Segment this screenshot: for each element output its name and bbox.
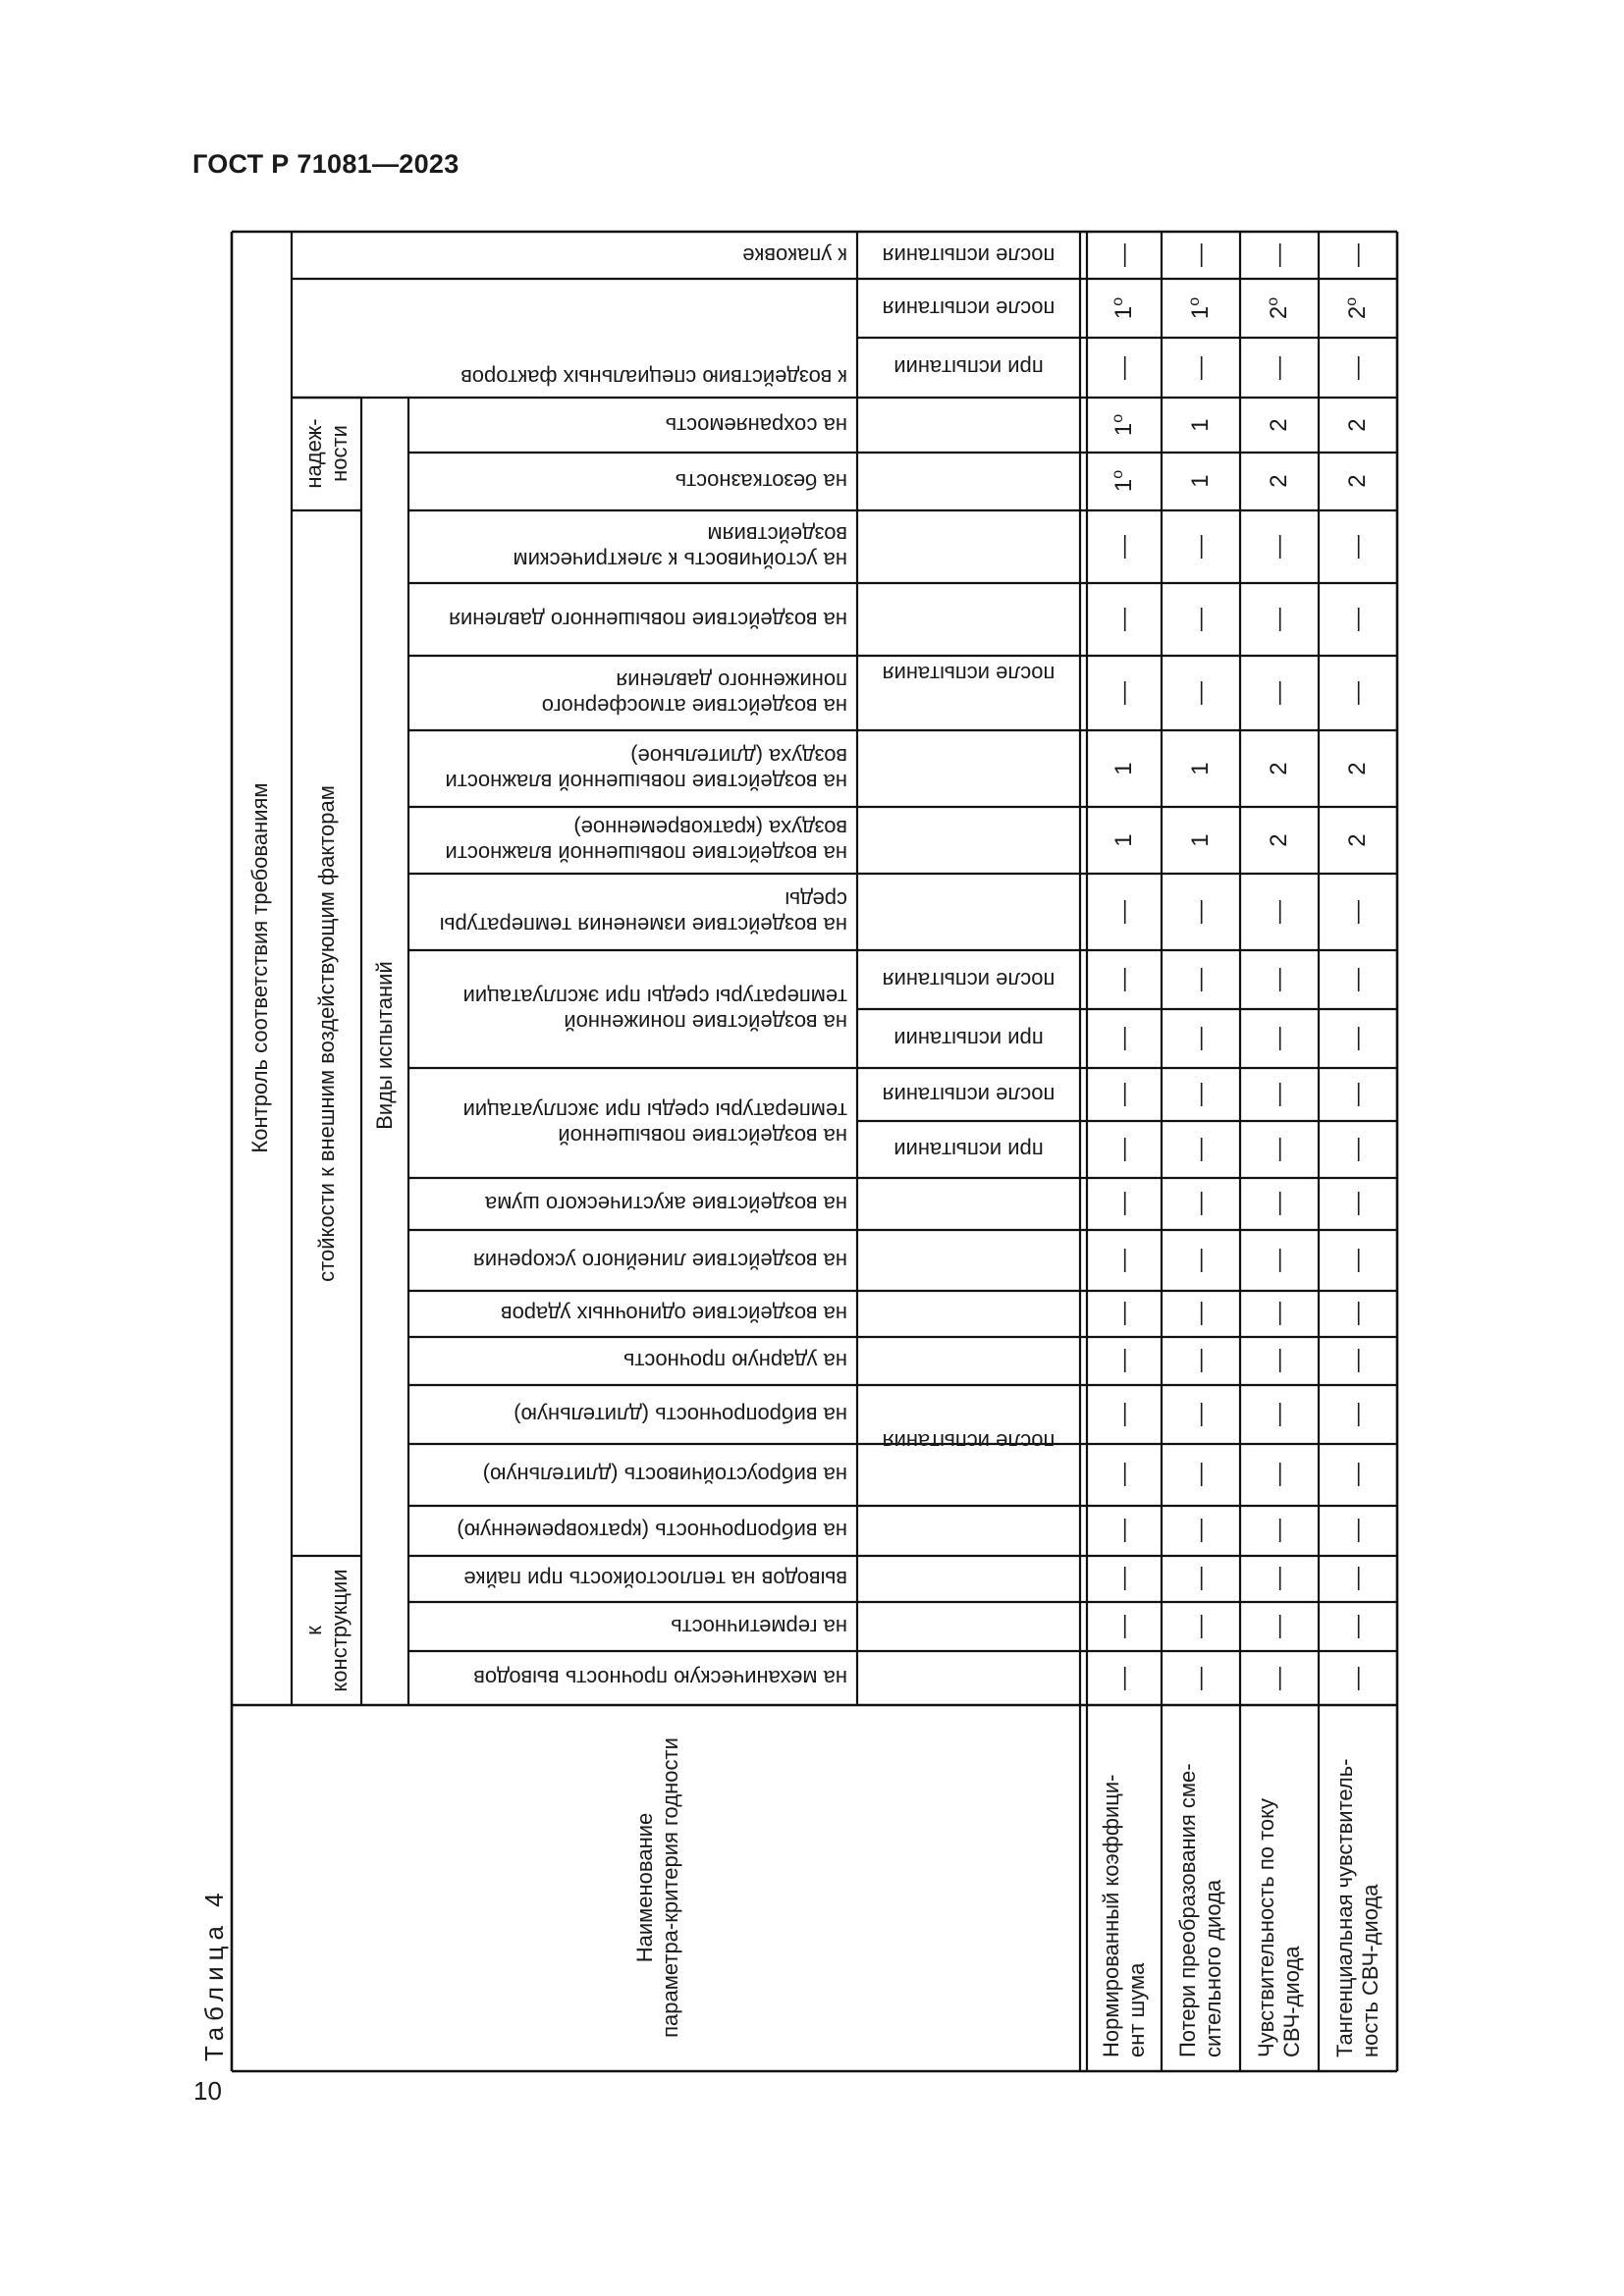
test-name: на механическую прочность выводов bbox=[473, 1666, 847, 1691]
value-cell: — bbox=[1344, 243, 1371, 267]
value-cell: — bbox=[1266, 608, 1292, 631]
value-cell: — bbox=[1344, 356, 1371, 380]
value-cell: — bbox=[1344, 1567, 1371, 1590]
value-cell: — bbox=[1344, 1027, 1371, 1050]
value-cell: — bbox=[1187, 1249, 1214, 1272]
test-name: на герметичность bbox=[671, 1615, 847, 1639]
value-cell: — bbox=[1187, 1083, 1214, 1106]
value-cell: — bbox=[1344, 1083, 1371, 1106]
value-cell: — bbox=[1110, 1083, 1137, 1106]
value-cell: — bbox=[1266, 968, 1292, 991]
value-cell: — bbox=[1266, 681, 1292, 705]
value-cell: — bbox=[1266, 243, 1292, 267]
condition-label: после испытания bbox=[882, 968, 1056, 992]
value-cell: 1 bbox=[1110, 833, 1137, 847]
value-cell: — bbox=[1187, 1403, 1214, 1426]
test-name: на воздействие атмосферного пониженного давления bbox=[541, 668, 847, 719]
value-cell: 1 bbox=[1187, 833, 1214, 847]
value-cell: — bbox=[1344, 968, 1371, 991]
test-name: на безотказность bbox=[675, 469, 847, 495]
value-cell: — bbox=[1266, 356, 1292, 380]
value-cell: — bbox=[1266, 1667, 1292, 1690]
value-cell: — bbox=[1110, 243, 1137, 267]
value-cell: — bbox=[1110, 356, 1137, 380]
value-cell: — bbox=[1187, 1302, 1214, 1325]
value-cell: — bbox=[1187, 243, 1214, 267]
test-name: на воздействие повышенного давления bbox=[449, 608, 847, 632]
value-cell: $1^о$ bbox=[1110, 296, 1137, 320]
value-cell: — bbox=[1266, 1567, 1292, 1590]
value-cell: — bbox=[1187, 681, 1214, 705]
resistance-header: стойкости к внешним воздействующим факторам bbox=[314, 785, 339, 1282]
value-cell: — bbox=[1266, 1349, 1292, 1372]
value-cell: — bbox=[1187, 1463, 1214, 1486]
value-cell: — bbox=[1344, 1615, 1371, 1638]
value-cell: — bbox=[1110, 535, 1137, 559]
value-cell: — bbox=[1110, 1463, 1137, 1486]
condition-label: после испытания bbox=[882, 662, 1056, 687]
value-cell: — bbox=[1110, 1519, 1137, 1542]
test-name: на сохраняемость bbox=[665, 413, 847, 438]
test-name: на ударную прочность bbox=[623, 1349, 847, 1374]
test-name: на устойчивость к электрическим воздействиям bbox=[513, 522, 847, 572]
value-cell: — bbox=[1344, 1519, 1371, 1542]
value-cell: — bbox=[1110, 608, 1137, 631]
packaging-label: к упаковке bbox=[742, 243, 847, 268]
value-cell: $2^о$ bbox=[1265, 296, 1292, 320]
value-cell: — bbox=[1110, 1615, 1137, 1638]
degree-mark: о bbox=[1186, 296, 1203, 306]
page-number: 10 bbox=[193, 2076, 222, 2106]
value-cell: — bbox=[1110, 1249, 1137, 1272]
value-cell: — bbox=[1344, 1403, 1371, 1426]
value-cell: 1 bbox=[1187, 474, 1214, 488]
test-name: на воздействие повышенной температуры среды при эксплуатации bbox=[462, 1098, 847, 1148]
value-cell: — bbox=[1187, 900, 1214, 924]
value-cell: — bbox=[1110, 1403, 1137, 1426]
reliability-header: надеж- ности bbox=[301, 418, 352, 489]
value-cell: — bbox=[1266, 1302, 1292, 1325]
condition-label: при испытании bbox=[893, 355, 1044, 381]
value-cell: — bbox=[1266, 1138, 1292, 1161]
value-cell: — bbox=[1344, 608, 1371, 631]
param-name: Тангенциальная чувствитель- ность СВЧ-диода bbox=[1332, 1758, 1382, 2057]
value-cell: — bbox=[1187, 1615, 1214, 1638]
value-cell: — bbox=[1266, 535, 1292, 559]
test-name: на воздействие повышенной влажности воздуха (кратковременное) bbox=[445, 816, 847, 866]
condition-label: при испытании bbox=[893, 1027, 1044, 1051]
value-cell: — bbox=[1187, 1567, 1214, 1590]
value-cell: — bbox=[1187, 1349, 1214, 1372]
condition-label: после испытания bbox=[882, 296, 1056, 321]
value-cell: 1 bbox=[1110, 762, 1137, 775]
value-cell: 2 bbox=[1344, 833, 1371, 847]
value-cell: — bbox=[1266, 900, 1292, 924]
test-name: на воздействие изменения температуры среды bbox=[439, 887, 847, 937]
value-cell: — bbox=[1344, 535, 1371, 559]
value-cell: — bbox=[1344, 1192, 1371, 1215]
value-cell: — bbox=[1187, 1519, 1214, 1542]
test-name: на воздействие линейного ускорения bbox=[472, 1249, 847, 1273]
param-name-header: Наименование параметра-критерия годности bbox=[632, 1737, 682, 2038]
value-cell: — bbox=[1187, 1027, 1214, 1050]
value-cell: — bbox=[1344, 1667, 1371, 1690]
value-cell: 2 bbox=[1344, 418, 1371, 432]
value-cell: $1^о$ bbox=[1186, 296, 1214, 320]
construction-header: к конструкции bbox=[301, 1569, 352, 1692]
condition-label: после испытания bbox=[882, 243, 1056, 268]
value-cell: — bbox=[1344, 1249, 1371, 1272]
param-name: Потери преобразования сме- сительного диода bbox=[1175, 1763, 1225, 2057]
value-cell: 2 bbox=[1266, 474, 1292, 488]
test-name: на вибропрочность (длительную) bbox=[514, 1403, 847, 1427]
degree-mark: о bbox=[1110, 413, 1126, 423]
value-cell: 1 bbox=[1187, 762, 1214, 775]
value-cell: — bbox=[1266, 1249, 1292, 1272]
value-cell: — bbox=[1344, 1302, 1371, 1325]
value-cell: — bbox=[1187, 535, 1214, 559]
value-cell: 2 bbox=[1344, 474, 1371, 488]
value-cell: — bbox=[1344, 1463, 1371, 1486]
value-cell: — bbox=[1187, 1138, 1214, 1161]
value-cell: $1^о$ bbox=[1110, 469, 1137, 493]
condition-label: после испытания bbox=[882, 1083, 1056, 1107]
value-cell: — bbox=[1266, 1519, 1292, 1542]
value-cell: 2 bbox=[1266, 833, 1292, 847]
test-types-header: Виды испытаний bbox=[372, 961, 397, 1130]
value-cell: 2 bbox=[1266, 762, 1292, 775]
value-cell: — bbox=[1110, 968, 1137, 991]
value-cell: — bbox=[1344, 681, 1371, 705]
value-cell: $1^о$ bbox=[1110, 413, 1137, 437]
value-cell: — bbox=[1110, 1667, 1137, 1690]
value-cell: — bbox=[1187, 1667, 1214, 1690]
control-header: Контроль соответствия требованиям bbox=[247, 782, 272, 1153]
value-cell: 2 bbox=[1344, 762, 1371, 775]
value-cell: — bbox=[1110, 1192, 1137, 1215]
value-cell: $2^о$ bbox=[1343, 296, 1371, 320]
document-header: ГОСТ Р 71081—2023 bbox=[192, 149, 460, 179]
param-name: Чувствительность по току СВЧ-диода bbox=[1254, 1797, 1304, 2057]
degree-mark: о bbox=[1343, 296, 1360, 306]
test-name: на воздействие пониженной температуры среды при эксплуатации bbox=[462, 985, 847, 1035]
condition-label: после испытания bbox=[882, 1429, 1056, 1455]
param-name: Нормированный коэффици- ент шума bbox=[1099, 1774, 1149, 2057]
value-cell: — bbox=[1187, 608, 1214, 631]
special-factors-label: к воздействию специальных факторов bbox=[460, 365, 847, 390]
value-cell: — bbox=[1344, 1138, 1371, 1161]
value-cell: — bbox=[1344, 900, 1371, 924]
value-cell: — bbox=[1266, 1192, 1292, 1215]
value-cell: — bbox=[1110, 900, 1137, 924]
value-cell: — bbox=[1110, 1027, 1137, 1050]
test-name: на виброустойчивость (длительную) bbox=[482, 1463, 847, 1488]
value-cell: — bbox=[1110, 1567, 1137, 1590]
value-cell: — bbox=[1110, 681, 1137, 705]
value-cell: — bbox=[1110, 1302, 1137, 1325]
test-name: на воздействие повышенной влажности воздуха (длительное) bbox=[445, 744, 847, 794]
degree-mark: о bbox=[1110, 469, 1126, 479]
test-name: выводов на теплостойкость при пайке bbox=[463, 1567, 847, 1592]
value-cell: — bbox=[1266, 1027, 1292, 1050]
test-name: на воздействие акустического шума bbox=[485, 1192, 847, 1217]
value-cell: — bbox=[1187, 356, 1214, 380]
value-cell: — bbox=[1344, 1349, 1371, 1372]
value-cell: — bbox=[1187, 1192, 1214, 1215]
value-cell: — bbox=[1266, 1615, 1292, 1638]
value-cell: — bbox=[1266, 1083, 1292, 1106]
value-cell: — bbox=[1266, 1463, 1292, 1486]
table-caption: Таблица 4 bbox=[199, 1887, 229, 2061]
condition-label: при испытании bbox=[893, 1138, 1044, 1162]
value-cell: 2 bbox=[1266, 418, 1292, 432]
value-cell: — bbox=[1187, 968, 1214, 991]
test-name: на воздействие одиночных ударов bbox=[500, 1302, 847, 1327]
value-cell: 1 bbox=[1187, 418, 1214, 432]
degree-mark: о bbox=[1110, 296, 1126, 306]
test-name: на вибропрочность (кратковременную) bbox=[457, 1519, 847, 1544]
degree-mark: о bbox=[1265, 296, 1281, 306]
value-cell: — bbox=[1110, 1138, 1137, 1161]
value-cell: — bbox=[1110, 1349, 1137, 1372]
value-cell: — bbox=[1266, 1403, 1292, 1426]
